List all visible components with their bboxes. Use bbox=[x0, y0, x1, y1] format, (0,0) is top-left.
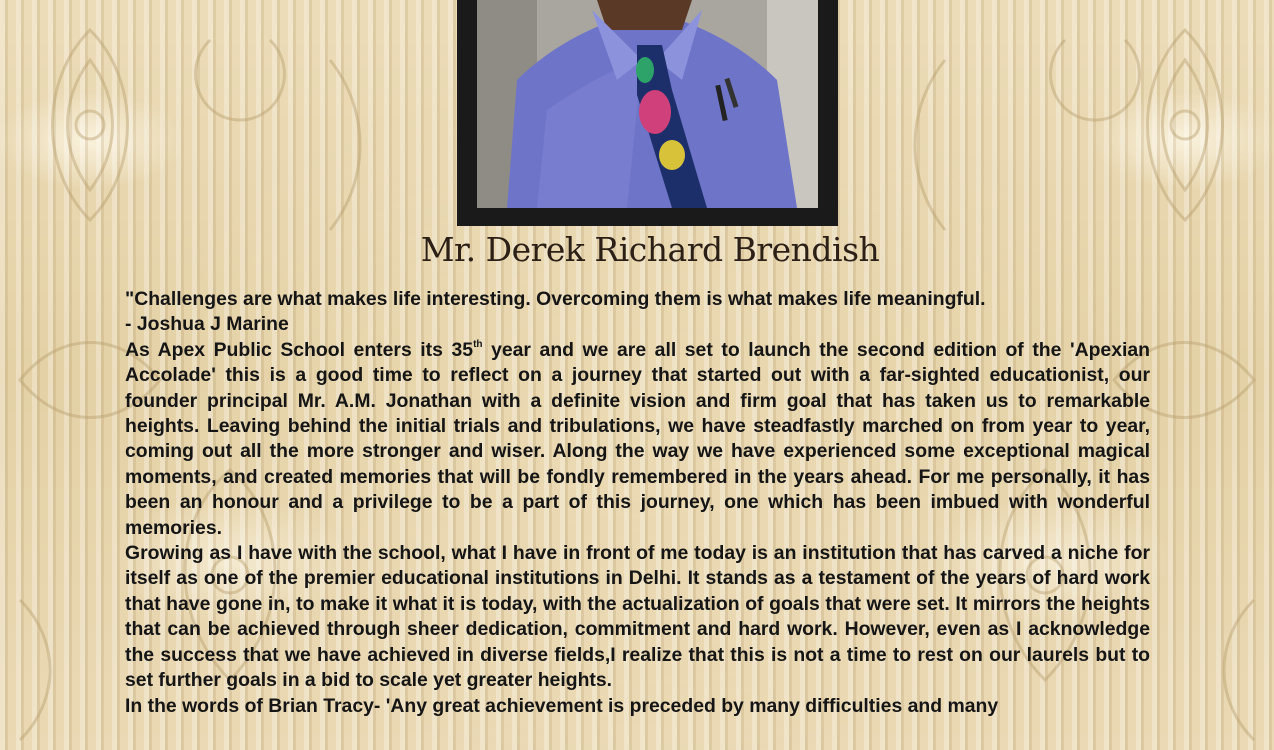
message-body bbox=[125, 287, 1150, 719]
paragraph-2: Growing as I have with the school, what I have in front of me today is an institution that has carved a niche for itself as one of the premier educational institutions in Delhi. It stands as a testament of the years of hard work that have gone in, to make it what it is today, with the actualization of goals that were set. It mirrors the heights that can be achieved through sheer dedication, commitment and hard work. However, even as I acknowledge the success that we have achieved in diverse fields,I realize that this is not a time to rest on our laurels but to set further goals in a bid to scale yet greater heights. bbox=[125, 542, 1150, 692]
portrait-photo bbox=[477, 0, 818, 208]
paragraph-1-rest: year and we are all set to launch the second edition of the 'Apexian Accolade' this is a good time to reflect on a journey that started out with a far-sighted educationist, our founder principal Mr. A.M. Jonathan with a definite vision and firm goal that has taken us to remarkable heights. Leaving behind the initial trials and tribulations, we have steadfastly marched on from year to year, coming out all the more stronger and wiser. Along the way we have experienced some exceptional magical moments, and created memories that will be fondly remembered in the years ahead. For me personally, it has been an honour and a privilege to be a part of this journey, one which has been imbued with wonderful memories. bbox=[125, 338, 1151, 539]
person-name: Mr. Derek Richard Brendish bbox=[420, 230, 880, 269]
portrait-frame bbox=[457, 0, 838, 226]
paragraph-3: In the words of Brian Tracy- 'Any great achievement is preceded by many difficulties and many bbox=[125, 694, 999, 717]
paragraph-1 bbox=[125, 338, 1150, 541]
quote-author: - Joshua J Marine bbox=[125, 313, 289, 336]
quote-text: "Challenges are what makes life interesting. Overcoming them is what makes life meaningful. bbox=[125, 288, 986, 310]
ordinal-suffix: th bbox=[473, 338, 483, 350]
paragraph-1-start: As Apex Public School enters its 35 bbox=[125, 338, 474, 361]
